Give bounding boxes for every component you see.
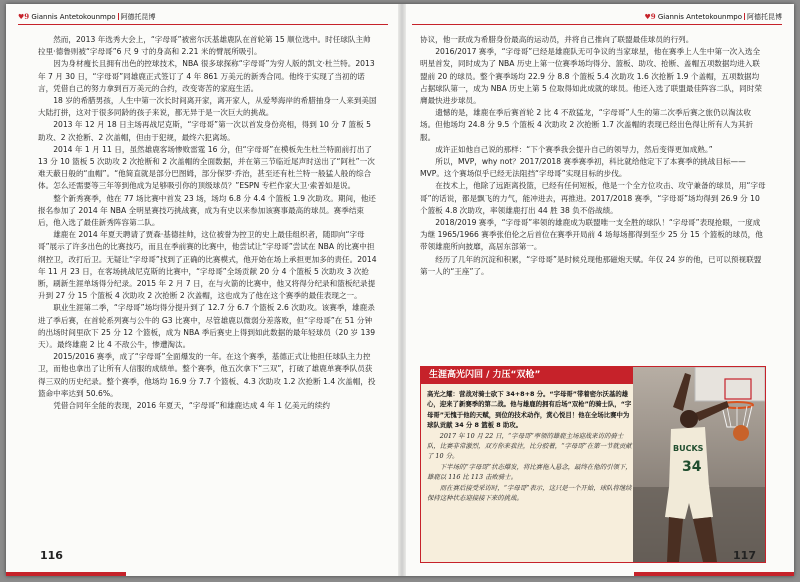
sidebar-paragraph: 而在赛后接受采访时，“字母哥”表示，这只是一个开始，球队将继续保持这种状态迎接接下来的挑战。 (427, 483, 632, 503)
heart-icon: ♥ (644, 13, 651, 21)
sidebar-paragraph: 2017 年 10 月 22 日，“字母哥”率领的雄鹿主场迎战来访的骑士队，比赛非常激烈，双方你来我往，比分胶着，“字母哥”在第一节就贡献了 10 分。 (427, 431, 632, 461)
author-chinese-name: 阿德托昆博 (120, 13, 156, 21)
player-dunk-photo (633, 367, 765, 562)
highlight-sidebar-box (420, 366, 766, 563)
paragraph: 成许正如他自己说的那样：“下个赛季我会提升自己的领导力，然后变得更加成熟。” (435, 144, 713, 154)
paragraph: 协议，他一跃成为希腊身份最高的运动员，并将自己推向了联盟最佳球员的行列。 (420, 35, 694, 44)
header-divider (118, 13, 119, 20)
svg-text:34: 34 (682, 459, 702, 475)
paragraph: 2018/2019 赛季，“字母哥”率领的雄鹿成为联盟唯一支全胜的球队！“字母哥”表现抢眼，一度成为继 1965/1966 赛季张伯伦之后首位在赛季开局前 4 场每场都得到至少 25 分 15 个篮板的球员，他带领雄鹿所向披靡，高居东部第一。 (420, 218, 763, 252)
svg-text:BUCKS: BUCKS (673, 444, 704, 453)
page-number: 116 (40, 549, 63, 562)
author-chinese-name: 阿德托昆博 (747, 13, 782, 21)
author-latin-name: Giannis Antetokounmpo (657, 13, 742, 21)
sidebar-text (427, 389, 635, 503)
left-page (6, 4, 400, 576)
paragraph: 雄鹿在 2014 年夏天聘请了贾森·基德挂帅，这位被誉为控卫的史上最佳组织者，随即向“字母哥”展示了许多出色的比赛技巧，而且在季前赛的比赛中，他尝试让“字母哥”尝试在 NBA 的比赛中担纲控卫，改打后卫。无疑让“字母哥”找到了正确的比赛模式，他开始在场上承担更加多的责任。2014 年 11 月 23 日，在客场挑战尼克斯的比赛中，“字母哥”全场贡献 20 分 4 个篮板 5 次助攻 3 次抢断，刷新生涯单场得分纪录。2015 年 2 月 7 日，在与火箭的比赛中，他又将得分纪录和篮板纪录提升到 27 分 15 个篮板 4 次助攻 2 次抢断 2 次盖帽，这也成为了他在这个赛季的最佳表现之一。 (38, 230, 377, 301)
left-body-text (38, 34, 378, 412)
right-page (400, 4, 794, 576)
footer-accent-bar (634, 572, 794, 576)
chapter-number: 9 (650, 12, 656, 21)
paragraph: 职业生涯第二季，“字母哥”场均得分提升到了 12.7 分 6.7 个篮板 2.6 次助攻。该赛季，雄鹿杀进了季后赛，在首轮系列赛与公牛的 G3 比赛中，尽管雄鹿以微弱分差落败，但“字母哥”在 51 分钟的出场时间里砍下 25 分 12 个篮板，成为 NBA 季后赛史上得到如此数据的最年轻球员（20 岁 139 天）。最终雄鹿 2 比 4 不敌公牛，惨遭淘汰。 (38, 303, 376, 350)
paragraph: 18 岁的希腊男孩，人生中第一次长时间离开家，离开家人，从爱琴海岸的希腊抽身一人来到美国大陆打拼，这对于很多同龄的孩子来说，都无异于是一次巨大的挑战。 (38, 96, 377, 118)
footer-accent-bar (6, 572, 126, 576)
page-number: 117 (733, 549, 756, 562)
paragraph: 经历了几年的沉淀和积累，“字母哥”是时候兑现他那磁炮天赋。年仅 24 岁的他，已可以预视联盟第一人的“王座”了。 (420, 254, 762, 276)
paragraph: 整个新秀赛季，他在 77 场比赛中首发 23 场，场均 6.8 分 4.4 个篮板 1.9 次助攻。期间，他还报名参加了 2014 年 NBA 全明星赛技巧挑战赛，成为有史以来参加该赛事最高的球员。赛季结束后，他入选了最佳新秀阵容第二队。 (38, 193, 376, 228)
paragraph: 2015/2016 赛季，成了“字母哥”全面爆发的一年。在这个赛季，基德正式让他担任球队主力控卫，而他也拿出了让所有人信服的成绩单。整个赛季，他五次拿下“三双”，打破了雄鹿单赛季队员获得三双的历史纪录。整个赛季，他场均 16.9 分 7.7 个篮板、4.3 次助攻 1.2 次抢断 1.4 次盖帽，投篮命中率达到 50.6%。 (38, 352, 376, 398)
left-page-header (18, 12, 388, 25)
paragraph: 2014 年 1 月 11 日，虽然雄鹿客场惨败雷霆 16 分，但“字母哥”在模板先生杜兰特面前打出了 13 分 10 篮板 5 次助攻 2 次抢断和 2 次盖帽的全面数据，并在第三节临近尾声时送出了“阿杜”一次难天蔽日般的“血帽”。“他简直就是部分巴图姆，部分保罗·乔治，甚至还有杜兰特一般猛人般的综合体。怎么还需要等三年等到他成为足够吸引你的顶级球员？”ESPN 专栏作家大卫·索普如是说。 (38, 144, 375, 191)
paragraph: 2016/2017 赛季，“字母哥”已经是雄鹿队无可争议的当家球星，他在赛季上人生中第一次入选全明星首发，同时成为了 NBA 历史上第一位赛季场均得分、篮板、助攻、抢断、盖帽五项数据均进入联盟前 20 的球员。整个赛季场均 22.9 分 8.8 个篮板 5.4 次助攻 1.6 次抢断 1.9 个盖帽，五项数据均占据球队第一，成为 NBA 历史上第 5 位取得如此成就的球员。他还入选了联盟最佳阵容二队，同时荣膺最快进步球员。 (420, 47, 762, 106)
heart-icon: ♥ (18, 13, 25, 21)
header-divider (744, 13, 745, 20)
paragraph: 在技术上，他除了远距离投篮，已经有任何短板，他是一个全方位攻击、攻守兼备的球员，用“字母哥”的话说，都是飘飞的力气，能冲进去，再推进。2017/2018 赛季，“字母哥”场均得到 26.9 分 10 个篮板 4.8 次助攻，率领雄鹿打出 44 胜 38 负不俗战绩。 (420, 181, 766, 215)
paragraph: 所以，MVP，why not？2017/2018 赛季赛季初，科比就给他定下了本赛季的挑战目标——MVP。这个赛场似乎已经无法阻挡“字母哥”实现目标的步伐。 (420, 157, 746, 179)
sidebar-paragraph: 下半场的“字母哥”状态爆发，将比赛拖入悬念，最终在他的引领下，雄鹿以 116 比 113 击败骑士。 (427, 462, 632, 482)
paragraph: 因为身材瘦长且拥有出色的控球技术，NBA 很多球探称“字母哥”为穷人版的凯文·杜兰特。2013 年 7 月 30 日，“字母哥”同雄鹿正式签订了 4 年 861 万美元的新秀合同。他终于实现了当初的诺言，凭借自己的努力拿到百万美元的合约，改变寄苦的家庭生活。 (38, 59, 375, 93)
book-gutter-shadow (398, 4, 406, 576)
player-dunk-illustration (633, 367, 765, 562)
paragraph: 遗憾的是，雄鹿在季后赛首轮 2 比 4 不敌猛龙，“字母哥”人生的第二次季后赛之旅仍以淘汰收场。但他场均 24.8 分 9.5 个篮板 4 次助攻 2 次抢断 1.7 次盖帽的表现已经出色得让所有人为其折服。 (420, 108, 754, 142)
chapter-number: 9 (24, 12, 30, 21)
sidebar-title: 生涯高光闪回 / 力压“双枪” (421, 367, 639, 384)
paragraph: 然而，2013 年选秀大会上，“字母哥”被密尔沃基雄鹿队在首轮第 15 顺位选中。时任球队主帅拉里·德鲁则被“字母哥”6 尺 9 寸的身高和 2.21 米的臂展所吸引。 (38, 35, 371, 57)
paragraph: 凭借合同年全能的表现，2016 年夏天，“字母哥”和雄鹿达成 4 年 1 亿美元的续约 (53, 401, 330, 411)
right-page-header (412, 12, 782, 25)
sidebar-lead: 高光之耀：营战对骑士砍下 34+8+8 分。“字母哥”带着密尔沃基的雄心，迎来了新赛季的第二战。他与雄鹿的拥有后场“双枪”的骑士队，“字母哥”无愧于他的天赋，到位的技术动作，赏心悦目！他在全场比赛中为球队贡献 34 分 8 篮板 8 助攻。 (427, 390, 632, 430)
author-latin-name: Giannis Antetokounmpo (31, 13, 116, 21)
book-spread (6, 4, 794, 576)
right-body-text (420, 34, 766, 278)
paragraph: 2013 年 12 月 18 日主场再战尼克斯，“字母哥”第一次以首发身份亮相，得到 10 分 7 篮板 5 助攻、2 次抢断、2 次盖帽，但由于犯规，最终六犯离场。 (38, 120, 371, 142)
